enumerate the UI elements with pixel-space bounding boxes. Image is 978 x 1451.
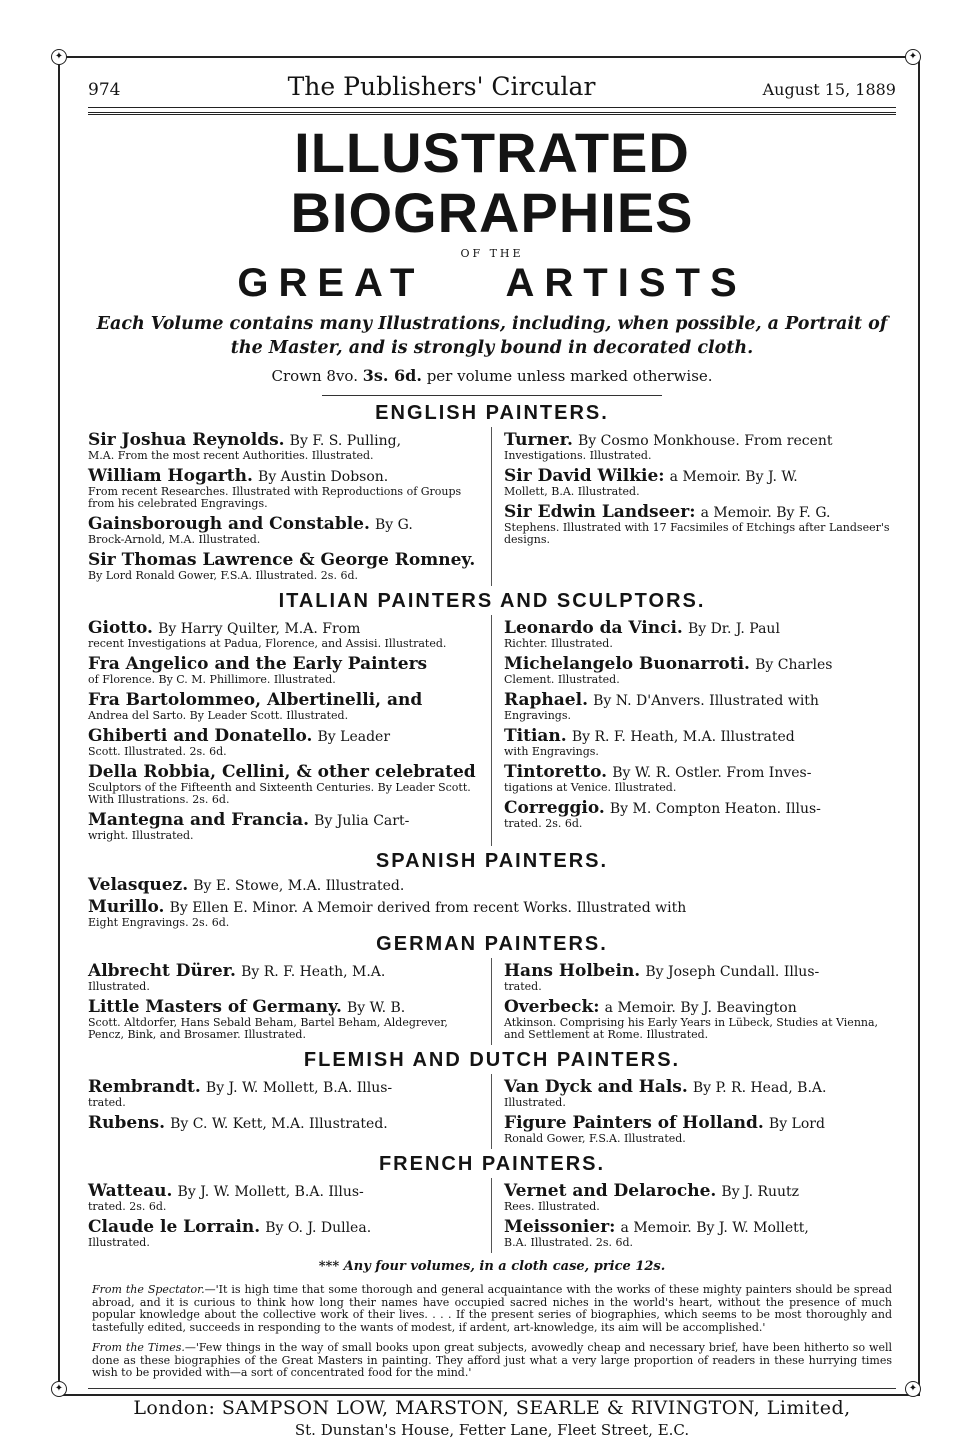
entry-title: Sir Edwin Landseer: [504,502,696,522]
entry-author: By Harry Quilter, M.A. From [158,621,361,637]
bundle-offer: *** Any four volumes, in a cloth case, price 12s. [318,1259,666,1274]
corner-ornament-icon: ✦ [905,1381,921,1397]
italian-right-column [492,615,896,846]
list-item [504,618,896,650]
list-item [504,1113,896,1145]
list-item [88,1217,481,1249]
flemish-left-column [88,1074,492,1149]
entry-author: By Leader [317,729,391,745]
list-item [504,502,896,546]
entry-note: Atkinson. Comprising his Early Years in Lübeck, Studies at Vienna, and Settlement at Rome. Illustrated. [504,1016,879,1041]
italian-left-column [88,615,492,846]
entry-author: By J. W. Mollett, B.A. Illus- [205,1080,393,1096]
french-left-column [88,1178,492,1253]
entry-title: Watteau. [88,1181,173,1201]
entry-note: Sculptors of the Fifteenth and Sixteenth Centuries. By Leader Scott. With Illustrations. 2s. 6d. [88,781,471,806]
entry-title: William Hogarth. [88,466,253,486]
entry-author: By F. S. Pulling, [289,433,402,449]
entry-note: trated. 2s. 6d. [504,817,583,830]
list-item [504,961,896,993]
list-item [504,798,896,830]
list-item [504,997,896,1041]
corner-ornament-icon: ✦ [51,49,67,65]
english-left-column [88,427,492,586]
list-item [88,762,481,806]
entry-title: Sir David Wilkie: [504,466,665,486]
section-heading-english: ENGLISH PAINTERS. [375,402,609,424]
list-item [88,618,481,650]
french-right-column [492,1178,896,1253]
list-item [504,654,896,686]
entry-author: By R. F. Heath, M.A. [241,964,386,980]
entry-author: a Memoir. By J. Beavington [604,1000,797,1016]
entry-title: Rubens. [88,1113,166,1133]
entry-note: Ronald Gower, F.S.A. Illustrated. [504,1132,686,1145]
list-item [88,514,481,546]
entry-author: By E. Stowe, M.A. Illustrated. [193,878,405,894]
entry-note: By Lord Ronald Gower, F.S.A. Illustrated. 2s. 6d. [88,569,358,582]
issue-date: August 15, 1889 [762,80,896,99]
entry-note: Illustrated. [88,1236,150,1249]
entry-title: Gainsborough and Constable. [88,514,370,534]
entry-title: Vernet and Delaroche. [504,1181,717,1201]
list-item [504,1217,896,1249]
list-item [504,1077,896,1109]
german-left-column [88,958,492,1045]
list-item [88,897,896,929]
entry-author: a Memoir. By J. W. Mollett, [620,1220,809,1236]
entry-author: By Cosmo Monkhouse. From recent [578,433,833,449]
entry-note: From recent Researches. Illustrated with Reproductions of Groups from his celebrated Engravings. [88,485,462,510]
spanish-list [88,875,896,929]
list-item [504,762,896,794]
of-the-label: OF THE [460,247,524,260]
entry-note: Scott. Illustrated. 2s. 6d. [88,745,227,758]
entry-note: Clement. Illustrated. [504,673,620,686]
list-item [504,690,896,722]
entry-author: By Ellen E. Minor. A Memoir derived from recent Works. Illustrated with [169,900,687,916]
list-item [88,690,481,722]
entry-note: trated. [504,980,542,993]
entry-title: Fra Angelico and the Early Painters [88,654,428,674]
entry-note: of Florence. By C. M. Phillimore. Illustrated. [88,673,336,686]
header-rule [88,108,896,115]
times-review [92,1342,892,1380]
section-heading-flemish: FLEMISH AND DUTCH PAINTERS. [303,1049,681,1071]
entry-title: Meissonier: [504,1217,616,1237]
flemish-right-column [492,1074,896,1149]
entry-author: By C. W. Kett, M.A. Illustrated. [170,1116,388,1132]
list-item [504,726,896,758]
list-item [88,961,481,993]
list-item [88,466,481,510]
entry-note: Stephens. Illustrated with 17 Facsimiles of Etchings after Landseer's designs. [504,521,890,546]
corner-ornament-icon: ✦ [51,1381,67,1397]
spectator-review [92,1284,892,1334]
footer-rule [88,1388,896,1389]
entry-author: By N. D'Anvers. Illustrated with [593,693,819,709]
entry-note: Illustrated. [504,1096,566,1109]
entry-title: Sir Joshua Reynolds. [88,430,285,450]
entry-author: By Charles [755,657,833,673]
entry-note: trated. [88,1096,126,1109]
review-text: —'Few things in the way of small books upon great subjects, avowedly cheap and necessary brief, have been hitherto so well done as these biographies of the Great Masters in painting. They afford just what a very large proportion of readers in these hurrying times wish to be provided with—a sort of concentrated food for the mind.' [92,1341,893,1379]
entry-title: Raphael. [504,690,588,710]
list-item [504,430,896,462]
entry-author: By W. B. [347,1000,406,1016]
entry-author: By M. Compton Heaton. Illus- [609,801,821,817]
subtitle-artists: ARTISTS [505,261,747,305]
list-item [88,1077,481,1109]
entry-title: Rembrandt. [88,1077,201,1097]
review-text: —'It is high time that some thorough and general acquaintance with the works of these mighty painters should be spread abroad, and it is curious to think how long their names have occupied sacred niches in the world's heart, without the presence of much popular knowledge about the collective work of their lives. . . . If the present series of biographies, which seems to be most thoroughly and tastefully edited, succeeds in responding to the wants of modest, if ardent, art-knowledge, its aim will be accomplished.' [92,1283,892,1334]
price-note: per volume unless marked otherwise. [426,367,713,385]
entry-note: B.A. Illustrated. 2s. 6d. [504,1236,634,1249]
english-right-column [492,427,896,586]
entry-author: By Austin Dobson. [258,469,389,485]
entry-title: Hans Holbein. [504,961,641,981]
entry-title: Leonardo da Vinci. [504,618,683,638]
entry-author: By Dr. J. Paul [687,621,780,637]
entry-author: By J. W. Mollett, B.A. Illus- [177,1184,364,1200]
entry-title: Figure Painters of Holland. [504,1113,764,1133]
french-columns [88,1178,896,1253]
review-source: From the Spectator. [92,1283,205,1296]
list-item [88,430,481,462]
entry-note: Engravings. [504,709,571,722]
english-columns [88,427,896,586]
entry-note: Brock-Arnold, M.A. Illustrated. [88,533,261,546]
entry-title: Fra Bartolommeo, Albertinelli, and [88,690,423,710]
list-item [88,997,481,1041]
entry-author: By W. R. Ostler. From Inves- [612,765,812,781]
advertisement-page [88,72,896,1439]
entry-note: M.A. From the most recent Authorities. Illustrated. [88,449,374,462]
entry-title: Overbeck: [504,997,600,1017]
entry-note: Andrea del Sarto. By Leader Scott. Illustrated. [88,709,349,722]
entry-note: tigations at Venice. Illustrated. [504,781,677,794]
review-source: From the Times. [92,1341,185,1354]
publication-title: The Publishers' Circular [287,72,596,101]
entry-author: By Julia Cart- [314,813,410,829]
entry-author: a Memoir. By F. G. [700,505,831,521]
publisher-address: St. Dunstan's House, Fetter Lane, Fleet Street, E.C. [294,1420,690,1439]
entry-title: Titian. [504,726,567,746]
entry-title: Little Masters of Germany. [88,997,342,1017]
price: 3s. 6d. [362,366,422,385]
divider [322,395,662,396]
entry-title: Michelangelo Buonarroti. [504,654,750,674]
subtitle [88,260,896,306]
entry-note: trated. 2s. 6d. [88,1200,167,1213]
intro-text: Each Volume contains many Illustrations, including, when possible, a Portrait of the Master, and is strongly bound in decorated cloth. [96,314,888,358]
entry-title: Ghiberti and Donatello. [88,726,313,746]
entry-author: By Joseph Cundall. Illus- [645,964,820,980]
entry-title: Della Robbia, Cellini, & other celebrated [88,762,476,782]
flemish-columns [88,1074,896,1149]
list-item [88,550,481,582]
entry-note: Illustrated. [88,980,150,993]
publisher-line: London: SAMPSON LOW, MARSTON, SEARLE & RIVINGTON, Limited, [133,1396,851,1419]
entry-author: By G. [375,517,413,533]
entry-author: By Lord [768,1116,825,1132]
page-title: ILLUSTRATED BIOGRAPHIES [290,121,694,244]
format-label: Crown 8vo. [271,367,358,385]
entry-title: Sir Thomas Lawrence & George Romney. [88,550,476,570]
entry-title: Turner. [504,430,573,450]
entry-note: Richter. Illustrated. [504,637,613,650]
section-heading-german: GERMAN PAINTERS. [376,933,608,955]
entry-author: a Memoir. By J. W. [669,469,798,485]
subtitle-great: GREAT [237,261,425,305]
entry-title: Mantegna and Francia. [88,810,310,830]
entry-author: By P. R. Head, B.A. [692,1080,827,1096]
entry-author: By R. F. Heath, M.A. Illustrated [571,729,795,745]
german-columns [88,958,896,1045]
list-item [504,1181,896,1213]
entry-title: Van Dyck and Hals. [504,1077,688,1097]
italian-columns [88,615,896,846]
entry-note: Rees. Illustrated. [504,1200,600,1213]
list-item [88,654,481,686]
entry-title: Giotto. [88,618,153,638]
entry-note: Eight Engravings. 2s. 6d. [88,916,230,929]
entry-note: Scott. Altdorfer, Hans Sebald Beham, Bartel Beham, Aldegrever, Pencz, Bink, and Brosamer. Illustrated. [88,1016,448,1041]
running-header [88,72,896,108]
entry-note: with Engravings. [504,745,599,758]
section-heading-spanish: SPANISH PAINTERS. [375,850,609,872]
list-item [88,875,896,895]
entry-note: Investigations. Illustrated. [504,449,652,462]
list-item [504,466,896,498]
list-item [88,726,481,758]
entry-note: wright. Illustrated. [88,829,194,842]
entry-title: Murillo. [88,897,165,917]
list-item [88,1113,481,1133]
page-number: 974 [88,80,121,100]
section-heading-french: FRENCH PAINTERS. [378,1153,606,1175]
list-item [88,810,481,842]
entry-note: Mollett, B.A. Illustrated. [504,485,640,498]
list-item [88,1181,481,1213]
entry-note: recent Investigations at Padua, Florence, and Assisi. Illustrated. [88,637,447,650]
entry-title: Albrecht Dürer. [88,961,236,981]
entry-author: By J. Ruutz [721,1184,800,1200]
entry-title: Correggio. [504,798,605,818]
price-line [88,366,896,385]
corner-ornament-icon: ✦ [905,49,921,65]
section-heading-italian: ITALIAN PAINTERS AND SCULPTORS. [278,590,706,612]
entry-title: Tintoretto. [504,762,608,782]
entry-title: Velasquez. [88,875,189,895]
entry-author: By O. J. Dullea. [265,1220,372,1236]
german-right-column [492,958,896,1045]
entry-title: Claude le Lorrain. [88,1217,261,1237]
